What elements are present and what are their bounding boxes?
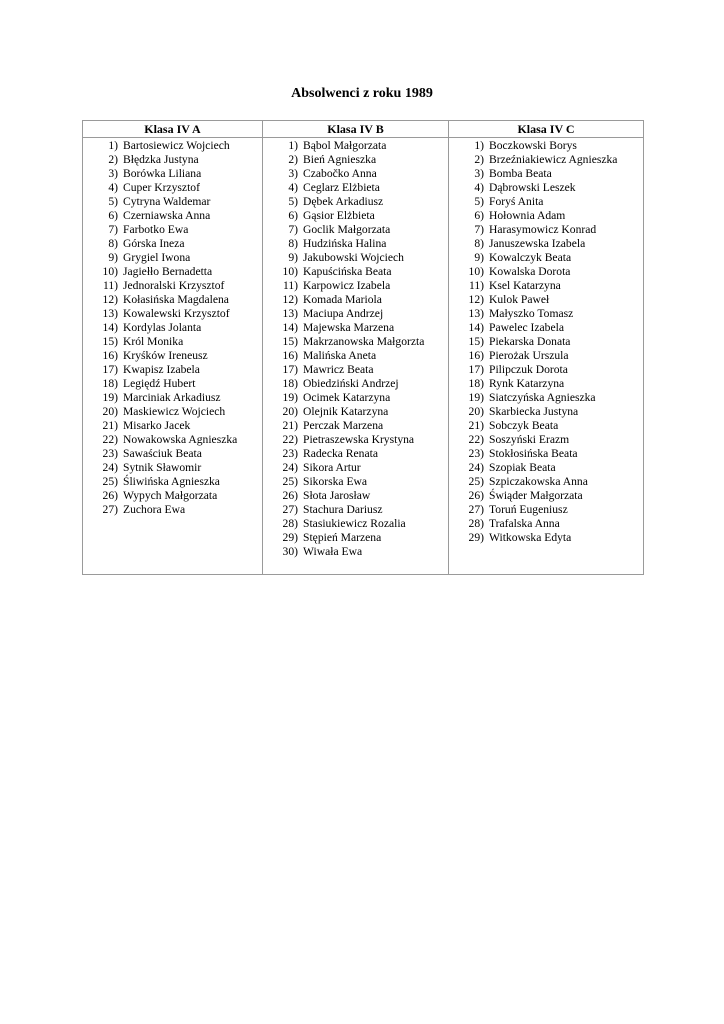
student-list-item xyxy=(263,293,448,307)
student-name: Jednoralski Krzysztof xyxy=(123,279,225,292)
student-name: Perczak Marzena xyxy=(303,419,384,432)
student-list-item xyxy=(83,321,262,335)
student-number: 16) xyxy=(102,349,118,362)
student-name: Dębek Arkadiusz xyxy=(303,195,384,208)
student-list-item xyxy=(83,195,262,209)
student-name: Nowakowska Agnieszka xyxy=(123,433,238,446)
student-list-item xyxy=(263,153,448,167)
student-number: 12) xyxy=(468,293,484,306)
student-list-item xyxy=(83,419,262,433)
student-list-item xyxy=(83,405,262,419)
student-number: 19) xyxy=(102,391,118,404)
page-title: Absolwenci z roku 1989 xyxy=(291,86,433,101)
student-list-item xyxy=(83,391,262,405)
student-name: Bartosiewicz Wojciech xyxy=(123,139,230,152)
student-list-item xyxy=(449,419,643,433)
student-name: Czabočko Anna xyxy=(303,167,377,180)
student-name: Mawricz Beata xyxy=(303,363,374,376)
student-number: 1) xyxy=(288,139,298,152)
student-name: Kowalczyk Beata xyxy=(489,251,572,264)
student-list-item xyxy=(449,405,643,419)
student-number: 29) xyxy=(468,531,484,544)
student-list-item xyxy=(263,195,448,209)
student-number: 28) xyxy=(468,517,484,530)
student-number: 1) xyxy=(108,139,118,152)
student-name: Kowalewski Krzysztof xyxy=(123,307,230,320)
student-list-item xyxy=(263,209,448,223)
student-list-item xyxy=(449,349,643,363)
student-name: Maskiewicz Wojciech xyxy=(123,405,226,418)
student-number: 16) xyxy=(282,349,298,362)
student-list-item xyxy=(449,181,643,195)
student-number: 15) xyxy=(102,335,118,348)
student-number: 7) xyxy=(108,223,118,236)
student-name: Sobczyk Beata xyxy=(489,419,559,432)
table-body-row xyxy=(83,138,644,575)
student-name: Stokłosińska Beata xyxy=(489,447,578,460)
student-list-item xyxy=(83,223,262,237)
student-name: Foryś Anita xyxy=(489,195,544,208)
student-list-item xyxy=(83,153,262,167)
student-name: Bień Agnieszka xyxy=(303,153,377,166)
student-name: Trafalska Anna xyxy=(489,517,560,530)
student-number: 23) xyxy=(282,447,298,460)
student-name: Sytnik Sławomir xyxy=(123,461,202,474)
student-name: Kwapisz Izabela xyxy=(123,363,200,376)
student-name: Radecka Renata xyxy=(303,447,378,460)
student-number: 12) xyxy=(102,293,118,306)
student-number: 7) xyxy=(474,223,484,236)
student-number: 3) xyxy=(474,167,484,180)
student-number: 9) xyxy=(108,251,118,264)
student-name: Harasymowicz Konrad xyxy=(489,223,597,236)
student-list-item xyxy=(449,517,643,531)
student-list-item xyxy=(263,363,448,377)
student-name: Czerniawska Anna xyxy=(123,209,211,222)
table-header-row xyxy=(83,121,644,138)
student-name: Wiwała Ewa xyxy=(303,545,363,558)
student-list-item xyxy=(83,167,262,181)
student-number: 19) xyxy=(282,391,298,404)
student-list-item xyxy=(449,265,643,279)
student-number: 3) xyxy=(288,167,298,180)
student-name: Bąbol Małgorzata xyxy=(303,139,387,152)
class-iv-a-cell xyxy=(83,138,263,575)
student-list-item xyxy=(83,251,262,265)
student-list-item xyxy=(263,265,448,279)
student-list-item xyxy=(83,377,262,391)
student-name: Maciupa Andrzej xyxy=(303,307,384,320)
student-number: 11) xyxy=(468,279,484,292)
student-list-item xyxy=(83,461,262,475)
student-list-item xyxy=(263,321,448,335)
student-name: Komada Mariola xyxy=(303,293,382,306)
student-list-item xyxy=(449,153,643,167)
student-list-item xyxy=(263,475,448,489)
student-name: Pietraszewska Krystyna xyxy=(303,433,415,446)
student-number: 17) xyxy=(282,363,298,376)
student-list-item xyxy=(263,419,448,433)
student-number: 5) xyxy=(474,195,484,208)
student-list-item xyxy=(83,335,262,349)
student-name: Pawelec Izabela xyxy=(489,321,564,334)
student-list-item xyxy=(263,461,448,475)
student-name: Kulok Paweł xyxy=(489,293,550,306)
student-number: 18) xyxy=(102,377,118,390)
student-list-item xyxy=(263,391,448,405)
student-number: 20) xyxy=(102,405,118,418)
student-list-item xyxy=(83,489,262,503)
student-number: 4) xyxy=(288,181,298,194)
student-number: 4) xyxy=(108,181,118,194)
student-list-item xyxy=(83,475,262,489)
student-list-item xyxy=(263,251,448,265)
student-name: Szopiak Beata xyxy=(489,461,556,474)
student-list-item xyxy=(263,531,448,545)
student-number: 26) xyxy=(468,489,484,502)
student-name: Sikorska Ewa xyxy=(303,475,368,488)
student-number: 15) xyxy=(468,335,484,348)
student-name: Słota Jarosław xyxy=(303,489,371,502)
student-number: 11) xyxy=(282,279,298,292)
student-list-item xyxy=(83,433,262,447)
class-iv-b-cell xyxy=(263,138,449,575)
student-number: 20) xyxy=(468,405,484,418)
student-number: 14) xyxy=(282,321,298,334)
student-list-item xyxy=(449,195,643,209)
student-list-item xyxy=(83,293,262,307)
student-name: Grygiel Iwona xyxy=(123,251,191,264)
student-number: 8) xyxy=(108,237,118,250)
student-number: 28) xyxy=(282,517,298,530)
student-list-item xyxy=(83,363,262,377)
student-number: 13) xyxy=(282,307,298,320)
student-number: 1) xyxy=(474,139,484,152)
student-list-item xyxy=(449,321,643,335)
student-list-item xyxy=(83,307,262,321)
student-list-item xyxy=(449,167,643,181)
student-list-item xyxy=(83,265,262,279)
student-number: 23) xyxy=(102,447,118,460)
student-number: 22) xyxy=(282,433,298,446)
student-number: 20) xyxy=(282,405,298,418)
student-name: Borówka Liliana xyxy=(123,167,202,180)
student-number: 3) xyxy=(108,167,118,180)
student-number: 8) xyxy=(474,237,484,250)
student-name: Świąder Małgorzata xyxy=(489,489,583,502)
student-list-item xyxy=(449,447,643,461)
student-number: 10) xyxy=(468,265,484,278)
student-list-item xyxy=(449,377,643,391)
column-header-class-iv-c: Klasa IV C xyxy=(449,121,644,138)
student-list-item xyxy=(263,307,448,321)
student-name: Kowalska Dorota xyxy=(489,265,571,278)
class-iv-c-student-list xyxy=(449,139,643,545)
student-number: 24) xyxy=(102,461,118,474)
student-number: 26) xyxy=(282,489,298,502)
student-number: 14) xyxy=(468,321,484,334)
student-name: Kordylas Jolanta xyxy=(123,321,202,334)
student-name: Stasiukiewicz Rozalia xyxy=(303,517,406,530)
student-number: 10) xyxy=(102,265,118,278)
student-name: Szpiczakowska Anna xyxy=(489,475,588,488)
student-name: Goclik Małgorzata xyxy=(303,223,391,236)
student-number: 17) xyxy=(468,363,484,376)
student-name: Obiedziński Andrzej xyxy=(303,377,399,390)
student-name: Sawaściuk Beata xyxy=(123,447,202,460)
student-number: 26) xyxy=(102,489,118,502)
student-list-item xyxy=(263,545,448,559)
student-list-item xyxy=(83,503,262,517)
student-list-item xyxy=(263,517,448,531)
student-number: 8) xyxy=(288,237,298,250)
student-name: Zuchora Ewa xyxy=(123,503,186,516)
student-list-item xyxy=(449,363,643,377)
student-list-item xyxy=(449,237,643,251)
student-number: 13) xyxy=(468,307,484,320)
student-list-item xyxy=(83,209,262,223)
student-list-item xyxy=(263,405,448,419)
student-number: 2) xyxy=(288,153,298,166)
student-list-item xyxy=(449,489,643,503)
student-list-item xyxy=(83,181,262,195)
student-list-item xyxy=(263,433,448,447)
student-number: 18) xyxy=(282,377,298,390)
student-name: Gąsior Elżbieta xyxy=(303,209,375,222)
student-number: 6) xyxy=(108,209,118,222)
student-name: Malińska Aneta xyxy=(303,349,377,362)
student-name: Śliwińska Agnieszka xyxy=(123,475,220,488)
student-name: Pierożak Urszula xyxy=(489,349,569,362)
student-number: 27) xyxy=(468,503,484,516)
student-name: Błędzka Justyna xyxy=(123,153,199,166)
student-name: Brzeźniakiewicz Agnieszka xyxy=(489,153,618,166)
student-name: Król Monika xyxy=(123,335,184,348)
class-iv-b-student-list xyxy=(263,139,448,559)
student-list-item xyxy=(449,391,643,405)
student-name: Soszyński Erazm xyxy=(489,433,570,446)
student-number: 2) xyxy=(108,153,118,166)
student-number: 6) xyxy=(474,209,484,222)
student-list-item xyxy=(263,279,448,293)
student-number: 24) xyxy=(282,461,298,474)
student-list-item xyxy=(263,237,448,251)
student-list-item xyxy=(449,251,643,265)
student-name: Kołasińska Magdalena xyxy=(123,293,229,306)
student-list-item xyxy=(263,181,448,195)
student-number: 2) xyxy=(474,153,484,166)
student-name: Olejnik Katarzyna xyxy=(303,405,389,418)
student-name: Jakubowski Wojciech xyxy=(303,251,404,264)
student-list-item xyxy=(449,531,643,545)
student-number: 7) xyxy=(288,223,298,236)
student-list-item xyxy=(449,461,643,475)
class-roster-table xyxy=(82,120,644,575)
student-name: Misarko Jacek xyxy=(123,419,191,432)
student-list-item xyxy=(449,223,643,237)
student-number: 5) xyxy=(288,195,298,208)
student-number: 19) xyxy=(468,391,484,404)
student-number: 25) xyxy=(102,475,118,488)
student-name: Górska Ineza xyxy=(123,237,185,250)
student-list-item xyxy=(449,209,643,223)
student-number: 16) xyxy=(468,349,484,362)
student-number: 22) xyxy=(468,433,484,446)
student-list-item xyxy=(263,447,448,461)
student-name: Stachura Dariusz xyxy=(303,503,383,516)
student-number: 21) xyxy=(282,419,298,432)
student-name: Ocimek Katarzyna xyxy=(303,391,391,404)
student-number: 12) xyxy=(282,293,298,306)
student-name: Farbotko Ewa xyxy=(123,223,189,236)
student-name: Hołownia Adam xyxy=(489,209,566,222)
student-number: 25) xyxy=(468,475,484,488)
class-iv-c-cell xyxy=(449,138,644,575)
student-name: Cuper Krzysztof xyxy=(123,181,200,194)
student-name: Cytryna Waldemar xyxy=(123,195,211,208)
column-header-class-iv-b: Klasa IV B xyxy=(263,121,449,138)
student-list-item xyxy=(449,503,643,517)
student-list-item xyxy=(83,237,262,251)
student-number: 18) xyxy=(468,377,484,390)
student-number: 17) xyxy=(102,363,118,376)
student-name: Ksel Katarzyna xyxy=(489,279,561,292)
student-number: 5) xyxy=(108,195,118,208)
student-name: Makrzanowska Małgorzta xyxy=(303,335,425,348)
student-name: Kryśków Ireneusz xyxy=(123,349,208,362)
student-number: 27) xyxy=(102,503,118,516)
student-list-item xyxy=(263,139,448,153)
student-list-item xyxy=(449,433,643,447)
student-list-item xyxy=(83,279,262,293)
student-number: 24) xyxy=(468,461,484,474)
student-name: Stępień Marzena xyxy=(303,531,382,544)
student-name: Toruń Eugeniusz xyxy=(489,503,568,516)
student-name: Bomba Beata xyxy=(489,167,552,180)
student-list-item xyxy=(263,377,448,391)
student-number: 21) xyxy=(102,419,118,432)
student-list-item xyxy=(263,503,448,517)
student-name: Hudzińska Halina xyxy=(303,237,387,250)
student-number: 21) xyxy=(468,419,484,432)
student-list-item xyxy=(263,335,448,349)
student-number: 10) xyxy=(282,265,298,278)
student-list-item xyxy=(263,223,448,237)
student-list-item xyxy=(449,475,643,489)
student-number: 13) xyxy=(102,307,118,320)
student-number: 25) xyxy=(282,475,298,488)
student-name: Karpowicz Izabela xyxy=(303,279,391,292)
student-number: 29) xyxy=(282,531,298,544)
student-list-item xyxy=(263,167,448,181)
student-number: 23) xyxy=(468,447,484,460)
student-name: Siatczyńska Agnieszka xyxy=(489,391,596,404)
student-number: 14) xyxy=(102,321,118,334)
student-number: 6) xyxy=(288,209,298,222)
student-number: 22) xyxy=(102,433,118,446)
student-name: Kapuścińska Beata xyxy=(303,265,392,278)
student-list-item xyxy=(449,307,643,321)
student-number: 27) xyxy=(282,503,298,516)
student-list-item xyxy=(263,349,448,363)
student-name: Ceglarz Elżbieta xyxy=(303,181,380,194)
student-list-item xyxy=(263,489,448,503)
column-header-class-iv-a: Klasa IV A xyxy=(83,121,263,138)
student-name: Boczkowski Borys xyxy=(489,139,577,152)
student-list-item xyxy=(449,293,643,307)
student-name: Majewska Marzena xyxy=(303,321,395,334)
student-name: Sikora Artur xyxy=(303,461,361,474)
student-number: 15) xyxy=(282,335,298,348)
student-number: 9) xyxy=(288,251,298,264)
student-name: Rynk Katarzyna xyxy=(489,377,565,390)
student-name: Skarbiecka Justyna xyxy=(489,405,579,418)
student-name: Małyszko Tomasz xyxy=(489,307,574,320)
student-name: Pilipczuk Dorota xyxy=(489,363,568,376)
student-list-item xyxy=(83,349,262,363)
student-name: Piekarska Donata xyxy=(489,335,571,348)
student-number: 11) xyxy=(102,279,118,292)
student-number: 30) xyxy=(282,545,298,558)
student-name: Legiędź Hubert xyxy=(123,377,196,390)
student-name: Jagiełło Bernadetta xyxy=(123,265,213,278)
student-list-item xyxy=(449,139,643,153)
student-number: 4) xyxy=(474,181,484,194)
student-name: Wypych Małgorzata xyxy=(123,489,218,502)
student-number: 9) xyxy=(474,251,484,264)
student-name: Marciniak Arkadiusz xyxy=(123,391,221,404)
student-name: Januszewska Izabela xyxy=(489,237,586,250)
student-list-item xyxy=(83,447,262,461)
student-name: Dąbrowski Leszek xyxy=(489,181,576,194)
student-list-item xyxy=(449,279,643,293)
class-iv-a-student-list xyxy=(83,139,262,517)
student-list-item xyxy=(449,335,643,349)
student-name: Witkowska Edyta xyxy=(489,531,572,544)
student-list-item xyxy=(83,139,262,153)
